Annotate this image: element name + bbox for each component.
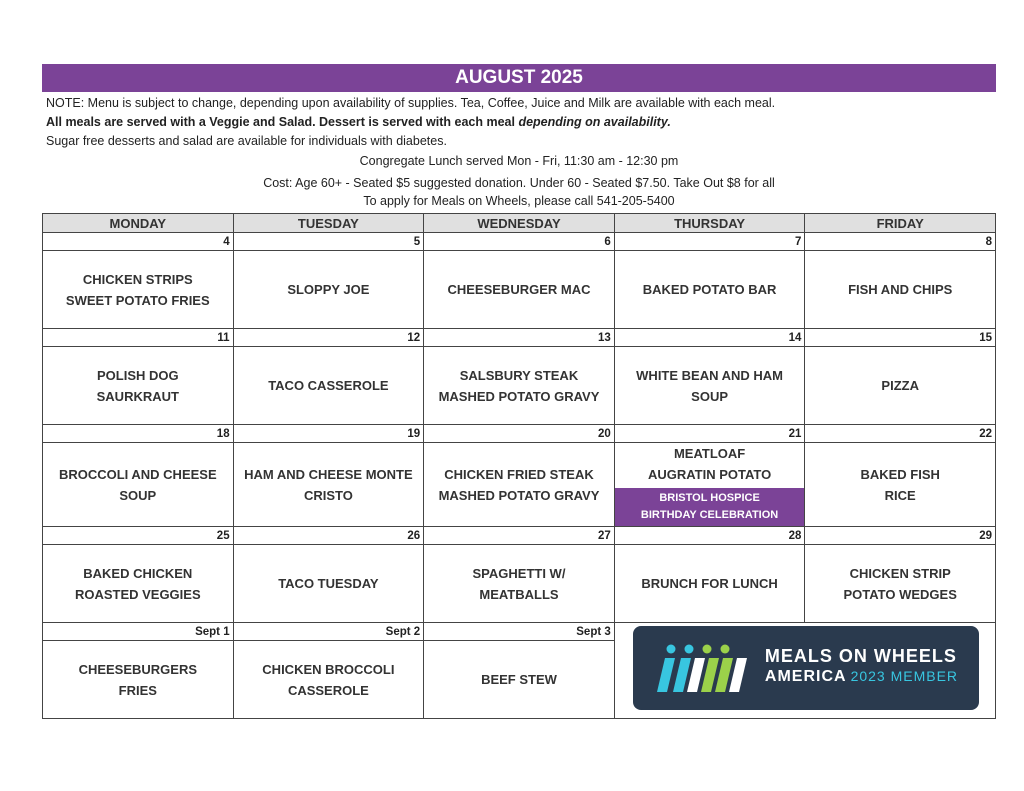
date-number: 11 bbox=[43, 329, 234, 347]
meal-item: POTATO WEDGES bbox=[843, 586, 957, 602]
calendar-body bbox=[43, 233, 996, 719]
date-row bbox=[43, 233, 996, 251]
logo-text-america: AMERICA bbox=[764, 668, 847, 685]
meal-item: FRIES bbox=[118, 682, 157, 698]
date-number: 6 bbox=[424, 233, 615, 251]
date-row bbox=[43, 425, 996, 443]
meal-cell bbox=[233, 545, 424, 623]
date-number: 4 bbox=[43, 233, 234, 251]
meal-item: BAKED POTATO BAR bbox=[642, 282, 777, 297]
date-number: 26 bbox=[233, 527, 424, 545]
meal-item: AUGRATIN POTATO bbox=[647, 467, 772, 482]
meal-item: BROCCOLI AND CHEESE bbox=[58, 466, 217, 482]
meals-on-wheels-logo bbox=[633, 626, 979, 710]
date-number: 29 bbox=[805, 527, 996, 545]
meal-item: MEATBALLS bbox=[479, 586, 559, 602]
date-row bbox=[43, 527, 996, 545]
logo-text-line2 bbox=[765, 668, 958, 686]
meal-item: SOUP bbox=[119, 487, 157, 503]
meal-item: SALSBURY STEAK bbox=[459, 367, 579, 383]
meal-cell bbox=[43, 347, 234, 425]
note-sugar-free: Sugar free desserts and salad are available for individuals with diabetes. bbox=[46, 134, 447, 148]
meal-item: SPAGHETTI W/ bbox=[472, 565, 566, 581]
meal-item: BRUNCH FOR LUNCH bbox=[641, 576, 778, 591]
meal-cell bbox=[424, 443, 615, 527]
meal-cell bbox=[614, 251, 805, 329]
date-number: 20 bbox=[424, 425, 615, 443]
meal-item: CHICKEN BROCCOLI bbox=[262, 661, 395, 677]
meal-row bbox=[43, 545, 996, 623]
date-number: 21 bbox=[614, 425, 805, 443]
meal-item: CHICKEN FRIED STEAK bbox=[444, 466, 594, 482]
meal-cell bbox=[43, 443, 234, 527]
meal-cell bbox=[233, 347, 424, 425]
day-header: MONDAY bbox=[43, 214, 234, 233]
date-number: 19 bbox=[233, 425, 424, 443]
cost-info: Cost: Age 60+ - Seated $5 suggested donation. Under 60 - Seated $7.50. Take Out $8 for all bbox=[263, 176, 775, 190]
meal-item: FISH AND CHIPS bbox=[848, 282, 953, 297]
note-availability: depending on availability. bbox=[518, 115, 671, 129]
meal-cell bbox=[614, 545, 805, 623]
date-number: 25 bbox=[43, 527, 234, 545]
logo-text-line1: MEALS ON WHEELS bbox=[764, 646, 957, 666]
meal-item: SWEET POTATO FRIES bbox=[65, 292, 210, 308]
day-header: WEDNESDAY bbox=[424, 214, 615, 233]
meal-item: PIZZA bbox=[881, 378, 919, 393]
date-number: 12 bbox=[233, 329, 424, 347]
date-number: 7 bbox=[614, 233, 805, 251]
event-line: BRISTOL HOSPICE bbox=[659, 492, 760, 504]
date-number: 27 bbox=[424, 527, 615, 545]
meal-row bbox=[43, 347, 996, 425]
logo-member-year: 2023 MEMBER bbox=[850, 668, 959, 684]
meal-item: SLOPPY JOE bbox=[287, 282, 370, 297]
meal-item: BEEF STEW bbox=[481, 672, 557, 687]
date-number: 22 bbox=[805, 425, 996, 443]
meal-cell bbox=[233, 641, 424, 719]
event-banner bbox=[615, 488, 805, 526]
meal-cell bbox=[233, 443, 424, 527]
meal-row bbox=[43, 443, 996, 527]
date-number: Sept 2 bbox=[233, 623, 424, 641]
meal-item: HAM AND CHEESE MONTE bbox=[244, 466, 413, 482]
apply-info: To apply for Meals on Wheels, please call 541-205-5400 bbox=[363, 194, 675, 208]
menu-calendar bbox=[42, 213, 996, 719]
date-row bbox=[43, 623, 996, 641]
meal-cell bbox=[43, 641, 234, 719]
meal-cell bbox=[424, 251, 615, 329]
day-header: TUESDAY bbox=[233, 214, 424, 233]
date-number: 13 bbox=[424, 329, 615, 347]
note-veggie-salad bbox=[46, 114, 671, 130]
meal-cell bbox=[805, 443, 996, 527]
day-header: FRIDAY bbox=[805, 214, 996, 233]
meal-cell bbox=[614, 347, 805, 425]
date-number: Sept 3 bbox=[424, 623, 615, 641]
meal-item: MASHED POTATO GRAVY bbox=[438, 487, 600, 503]
date-number: 18 bbox=[43, 425, 234, 443]
meal-cell bbox=[805, 347, 996, 425]
meal-item: WHITE BEAN AND HAM bbox=[636, 367, 783, 383]
meal-cell bbox=[43, 545, 234, 623]
meal-item: SAURKRAUT bbox=[96, 388, 179, 404]
meal-item: ROASTED VEGGIES bbox=[74, 586, 201, 602]
meal-item: MASHED POTATO GRAVY bbox=[438, 388, 600, 404]
note-veggie-salad-bold: All meals are served with a Veggie and Salad. Dessert is served with each meal bbox=[46, 115, 519, 129]
note-supplies: NOTE: Menu is subject to change, depending upon availability of supplies. Tea, Coffee, Juice and Milk are available with each meal. bbox=[46, 96, 776, 110]
meal-item: BAKED CHICKEN bbox=[83, 565, 193, 581]
meal-cell bbox=[424, 545, 615, 623]
date-number: 14 bbox=[614, 329, 805, 347]
meal-cell bbox=[614, 443, 805, 527]
date-number: Sept 1 bbox=[43, 623, 234, 641]
event-line: BIRTHDAY CELEBRATION bbox=[640, 509, 779, 521]
meal-item: CASSEROLE bbox=[287, 682, 369, 698]
date-number: 15 bbox=[805, 329, 996, 347]
meal-cell bbox=[424, 641, 615, 719]
meal-item: TACO TUESDAY bbox=[278, 576, 379, 591]
meal-cell bbox=[233, 251, 424, 329]
meal-item: CHEESEBURGERS bbox=[78, 661, 198, 677]
lunch-hours: Congregate Lunch served Mon - Fri, 11:30 am - 12:30 pm bbox=[359, 154, 679, 168]
meal-item: POLISH DOG bbox=[96, 367, 179, 383]
date-row bbox=[43, 329, 996, 347]
meal-cell bbox=[43, 251, 234, 329]
meal-item: BAKED FISH bbox=[860, 466, 940, 482]
day-header-row bbox=[43, 214, 996, 233]
meal-item: RICE bbox=[884, 487, 916, 503]
page-title: AUGUST 2025 bbox=[42, 64, 996, 92]
meal-item: MEATLOAF bbox=[673, 446, 746, 461]
meal-item: TACO CASSEROLE bbox=[268, 378, 389, 393]
meal-item: CHICKEN STRIPS bbox=[82, 271, 193, 287]
meal-item: CHICKEN STRIP bbox=[849, 565, 951, 581]
meal-item: CHEESEBURGER MAC bbox=[447, 282, 591, 297]
meal-cell bbox=[805, 251, 996, 329]
meal-cell bbox=[805, 545, 996, 623]
day-header: THURSDAY bbox=[614, 214, 805, 233]
date-number: 8 bbox=[805, 233, 996, 251]
logo-cell bbox=[614, 623, 995, 719]
date-number: 28 bbox=[614, 527, 805, 545]
meal-row bbox=[43, 251, 996, 329]
date-number: 5 bbox=[233, 233, 424, 251]
meal-cell bbox=[424, 347, 615, 425]
meals-on-wheels-mark-icon bbox=[653, 640, 749, 698]
meal-item: CRISTO bbox=[303, 487, 353, 503]
meal-item: SOUP bbox=[691, 388, 728, 404]
